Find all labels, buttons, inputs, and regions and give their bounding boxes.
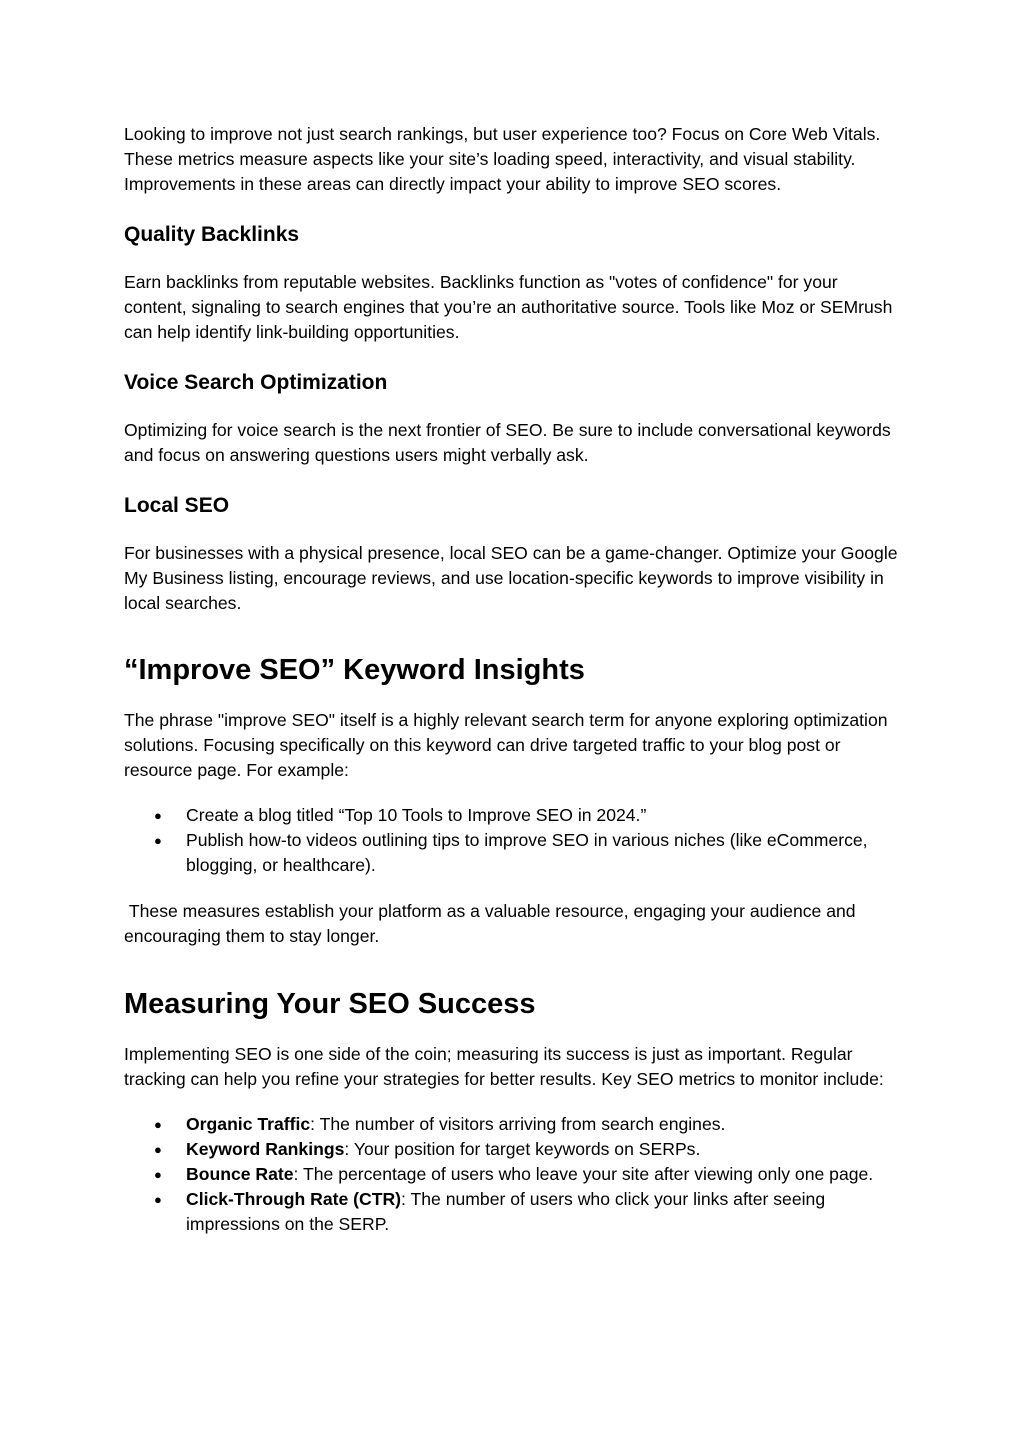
heading-measuring-success: Measuring Your SEO Success	[124, 988, 536, 1020]
metric-term: Bounce Rate	[186, 1164, 294, 1184]
paragraph-measuring-success: Implementing SEO is one side of the coin; measuring its success is just as important. Regular tracking can help you refine your strategies for better results. Key SEO metrics to monitor include:	[124, 1044, 884, 1089]
paragraph-quality-backlinks: Earn backlinks from reputable websites. Backlinks function as "votes of confidence" for your content, signaling to search engines that you’re an authoritative source. Tools like Moz or SEMrush can help identify link-building opportunities.	[124, 272, 893, 342]
heading-quality-backlinks: Quality Backlinks	[124, 223, 300, 246]
paragraph-keyword-insights: The phrase "improve SEO" itself is a highly relevant search term for anyone exploring optimization solutions. Focusing specifically on this keyword can drive targeted traffic to your blog post or resource page. For example:	[124, 710, 888, 780]
metric-desc: : The number of visitors arriving from search engines.	[310, 1114, 726, 1134]
heading-keyword-insights: “Improve SEO” Keyword Insights	[124, 654, 585, 686]
list-item	[124, 1112, 904, 1137]
list-item: ● Create a blog titled “Top 10 Tools to Improve SEO in 2024.”	[124, 803, 904, 828]
metric-term: Keyword Rankings	[186, 1139, 345, 1159]
metric-term: Click-Through Rate (CTR)	[186, 1189, 402, 1209]
intro-paragraph: Looking to improve not just search rankings, but user experience too? Focus on Core Web Vitals. These metrics measure aspects like your site’s loading speed, interactivity, and visual stability. Improvements in these areas can directly impact your ability to improve SEO scores.	[124, 124, 881, 194]
list-item	[124, 1137, 904, 1162]
document-page	[124, 122, 904, 1237]
metric-desc: : The percentage of users who leave your site after viewing only one page.	[293, 1164, 874, 1184]
list-item	[124, 1187, 904, 1237]
paragraph-local-seo: For businesses with a physical presence, local SEO can be a game-changer. Optimize your Google My Business listing, encourage reviews, and use location-specific keywords to improve visibility in local searches.	[124, 543, 898, 613]
metric-term: Organic Traffic	[186, 1114, 311, 1134]
heading-voice-search: Voice Search Optimization	[124, 371, 388, 394]
metric-desc: : The number of users who click your links after seeing impressions on the SERP.	[186, 1189, 826, 1234]
paragraph-keyword-closing: These measures establish your platform as a valuable resource, engaging your audience and encouraging them to stay longer.	[124, 901, 861, 946]
heading-local-seo: Local SEO	[124, 494, 230, 517]
keyword-insights-list	[124, 803, 904, 878]
list-item	[124, 1162, 904, 1187]
paragraph-voice-search: Optimizing for voice search is the next frontier of SEO. Be sure to include conversational keywords and focus on answering questions users might verbally ask.	[124, 420, 891, 465]
metric-desc: : Your position for target keywords on SERPs.	[344, 1139, 701, 1159]
seo-metrics-list	[124, 1112, 904, 1237]
list-item: ● Publish how-to videos outlining tips to improve SEO in various niches (like eCommerce, blogging, or healthcare).	[124, 828, 904, 878]
